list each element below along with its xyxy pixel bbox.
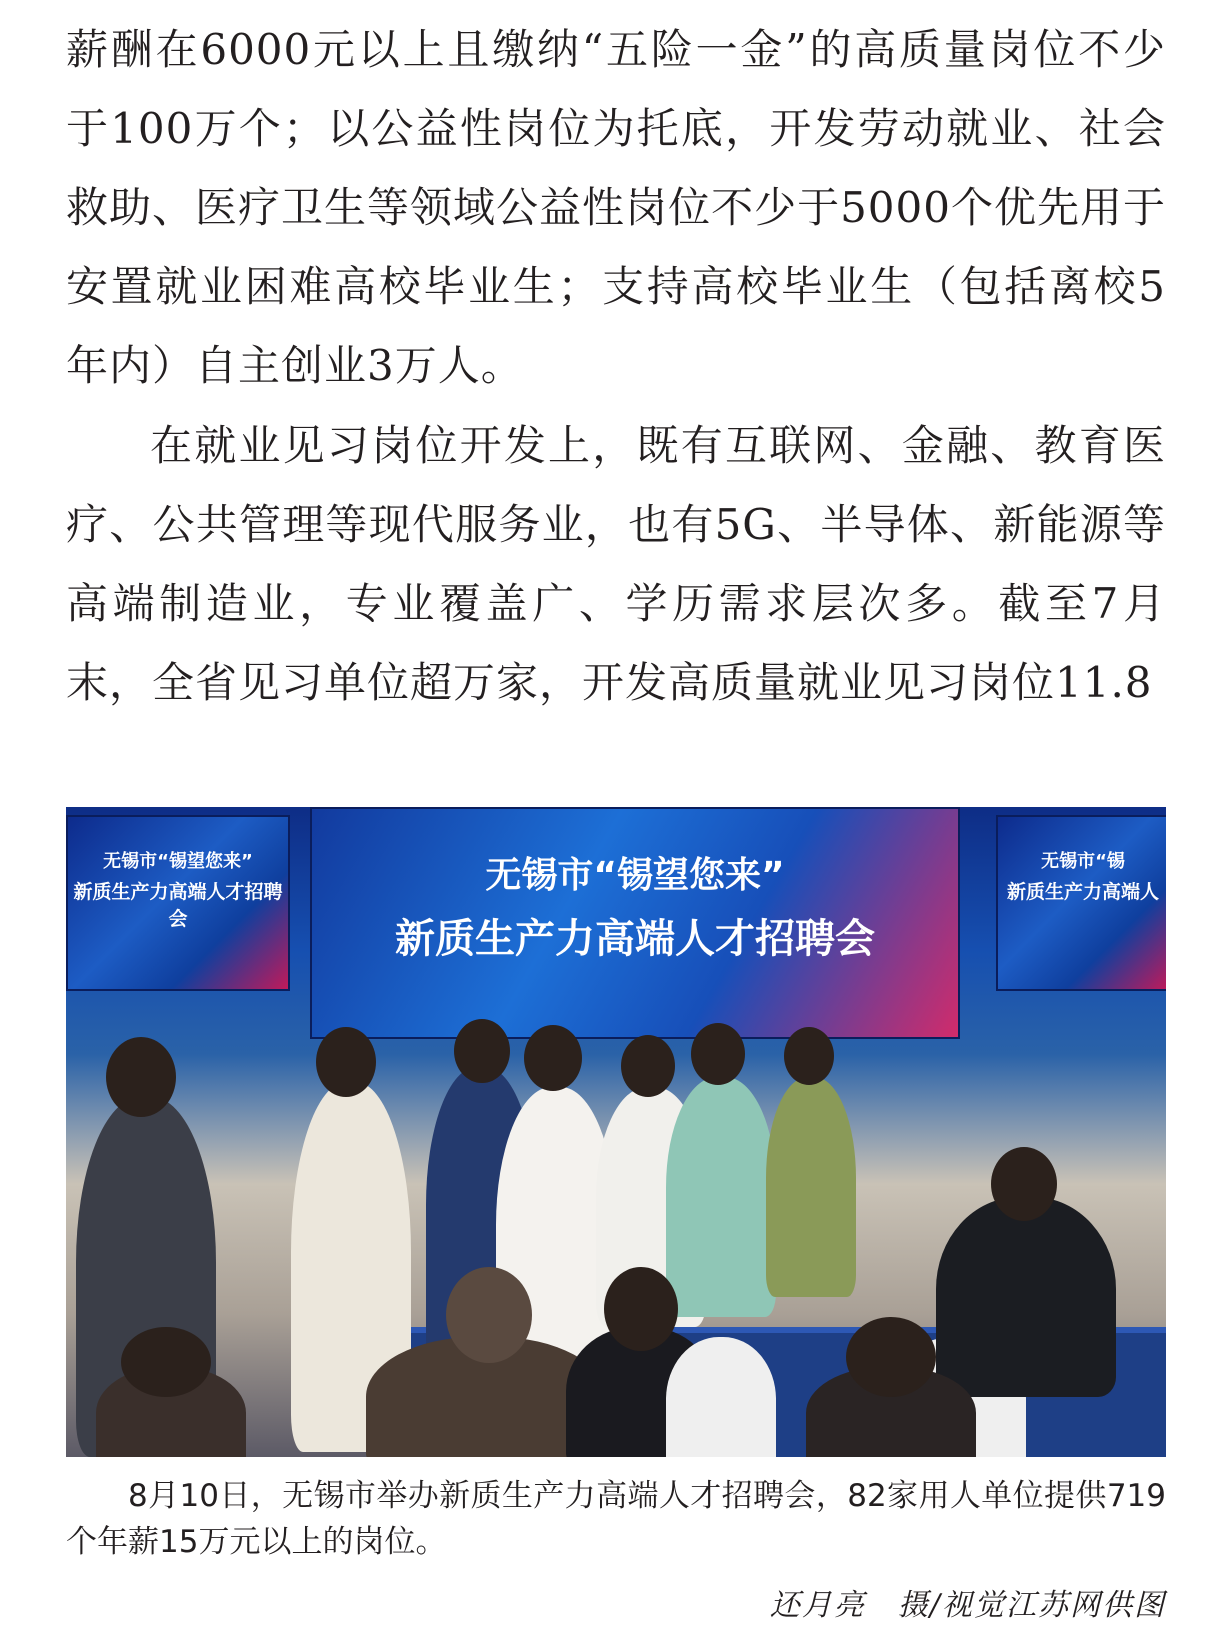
crowd-scene [66, 1037, 1166, 1457]
job-seeker-head [691, 1023, 745, 1085]
center-led-screen [310, 807, 960, 1039]
interviewee-head [446, 1267, 532, 1363]
job-seeker-head [991, 1147, 1057, 1221]
job-seeker [936, 1197, 1116, 1397]
left-screen-title-line2: 新质生产力高端人才招聘会 [73, 881, 283, 930]
job-seeker-head [121, 1327, 211, 1397]
article-paragraph-2: 在就业见习岗位开发上，既有互联网、金融、教育医疗、公共管理等现代服务业，也有5G、半导体、新能源等高端制造业，专业覆盖广、学历需求层次多。截至7月末，全省见习单位超万家，开发高质量就业见习岗位11.8 [66, 421, 1166, 707]
left-screen-title-line1: 无锡市“锡望您来” [103, 851, 253, 872]
right-screen-title-line1: 无锡市“锡 [1041, 851, 1125, 872]
job-seeker [666, 1077, 776, 1317]
job-seeker-head [106, 1037, 176, 1117]
right-led-screen [996, 815, 1166, 991]
right-screen-title-line2: 新质生产力高端人 [1006, 881, 1159, 903]
photo-caption: 8月10日，无锡市举办新质生产力高端人才招聘会，82家用人单位提供719个年薪15万元以上的岗位。 [66, 1478, 1166, 1560]
recruiter-head [604, 1267, 678, 1351]
job-seeker-head [454, 1019, 510, 1083]
job-fair-photo [66, 807, 1166, 1457]
chair [666, 1337, 776, 1457]
job-seeker-head [621, 1035, 675, 1097]
job-seeker-head [784, 1027, 834, 1085]
center-screen-title-line2: 新质生产力高端人才招聘会 [395, 916, 875, 962]
job-seeker [766, 1077, 856, 1297]
article-paragraph-1: 薪酬在6000元以上且缴纳“五险一金”的高质量岗位不少于100万个；以公益性岗位为托底，开发劳动就业、社会救助、医疗卫生等领域公益性岗位不少于5000个优先用于安置就业困难高校毕业生；支持高校毕业生（包括离校5年内）自主创业3万人。 [66, 25, 1166, 390]
job-seeker-head [846, 1317, 936, 1397]
photo-credit: 还月亮 摄/视觉江苏网供图 [769, 1588, 1166, 1623]
left-led-screen [66, 815, 290, 991]
center-screen-title-line1: 无锡市“锡望您来” [485, 855, 785, 896]
job-seeker-head [316, 1027, 376, 1097]
job-seeker-head [524, 1025, 582, 1091]
